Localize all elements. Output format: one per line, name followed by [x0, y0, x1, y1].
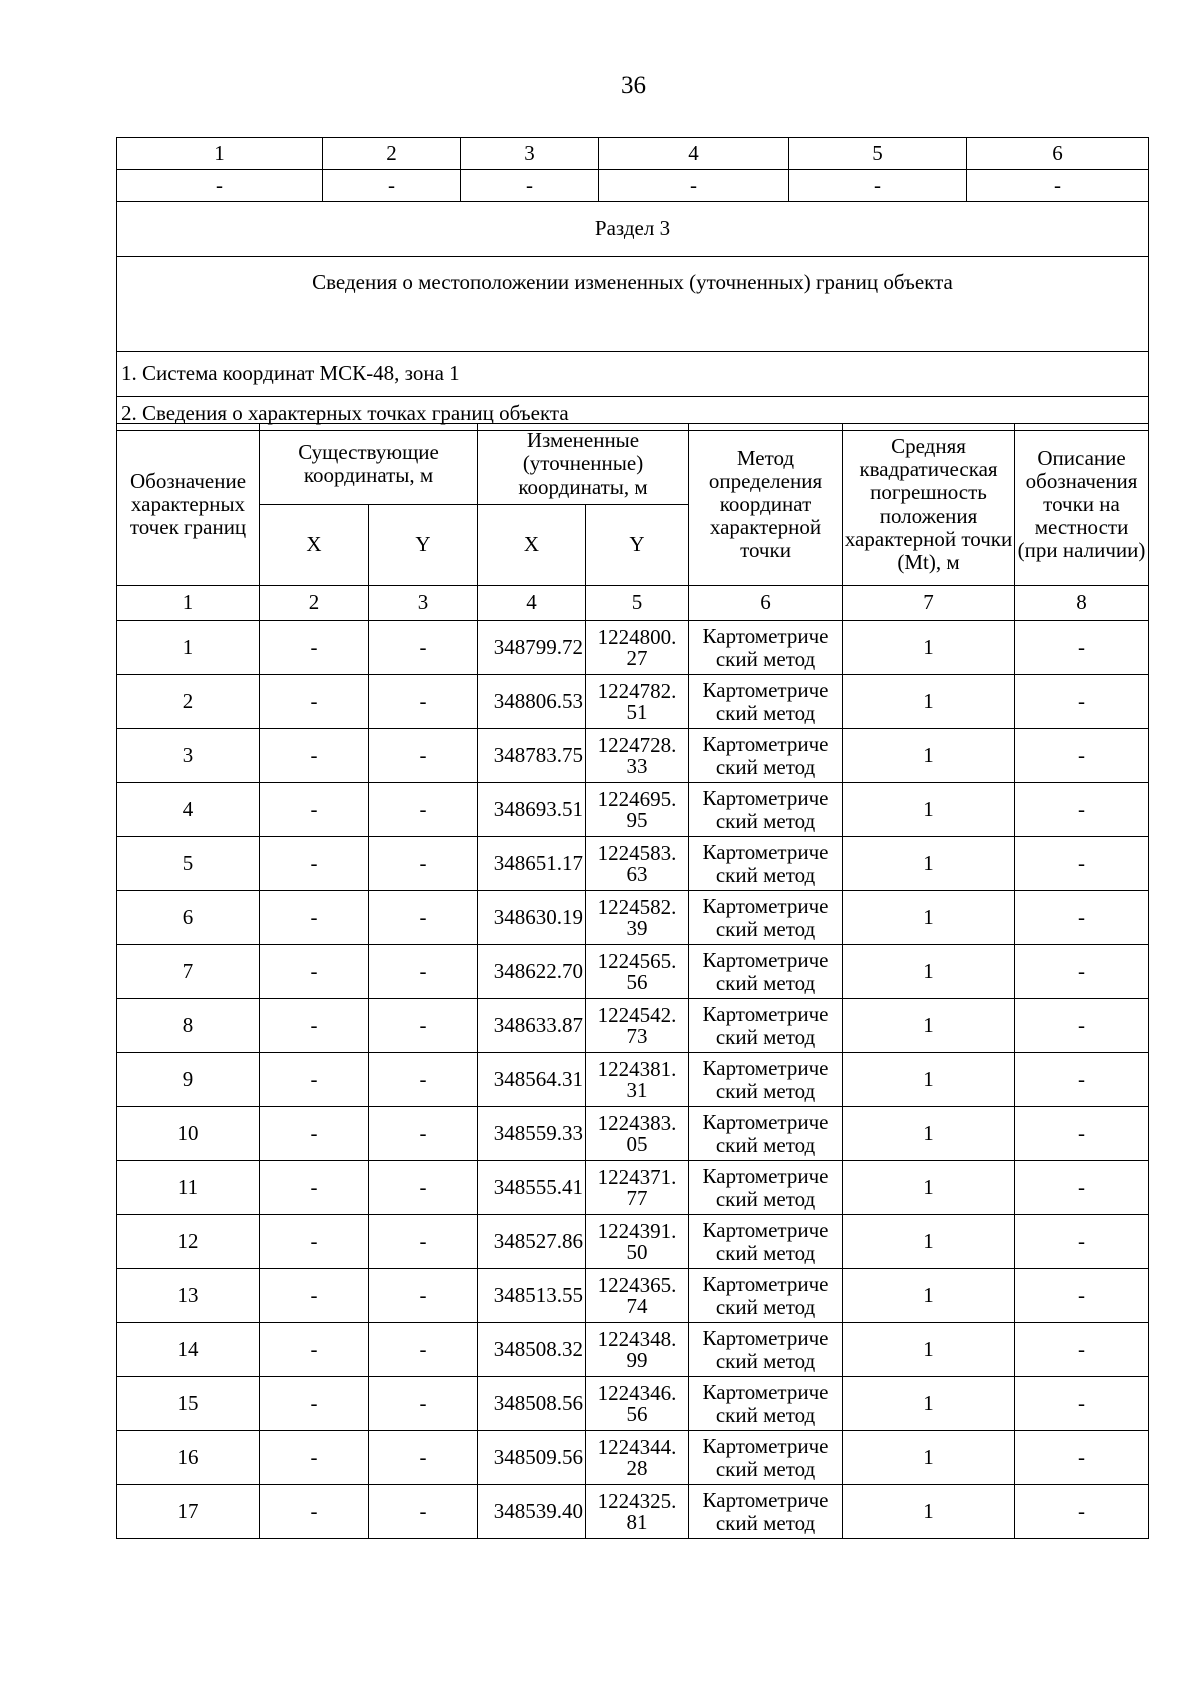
method-part: ский метод [715, 1240, 816, 1265]
table-row [117, 1431, 1149, 1485]
changed-y-part: 1224695. [597, 786, 677, 811]
method-cell [689, 999, 843, 1053]
error-cell: 1 [843, 1323, 1015, 1377]
point-number-cell: 6 [117, 891, 260, 945]
changed-y-cell [586, 837, 689, 891]
table-row [117, 783, 1149, 837]
existing-y-cell: - [369, 1161, 478, 1215]
changed-x-cell: 348539.40 [478, 1485, 586, 1539]
table-row [117, 1215, 1149, 1269]
changed-x-cell: 348508.32 [478, 1323, 586, 1377]
description-cell: - [1015, 1269, 1149, 1323]
point-number-cell: 3 [117, 729, 260, 783]
top-value-cell: - [967, 170, 1149, 202]
method-part: Картометриче [702, 786, 829, 811]
description-cell: - [1015, 1107, 1149, 1161]
column-number: 6 [689, 586, 843, 621]
page-number: 36 [621, 72, 646, 99]
method-part: ский метод [715, 1186, 816, 1211]
changed-y-part: 1224391. [597, 1218, 677, 1243]
description-cell: - [1015, 1161, 1149, 1215]
description-cell: - [1015, 945, 1149, 999]
method-cell [689, 837, 843, 891]
existing-x-cell: - [260, 945, 369, 999]
top-header-cell: 2 [323, 138, 461, 170]
changed-y-part: 63 [626, 861, 648, 886]
top-header-cell: 6 [967, 138, 1149, 170]
method-part: Картометриче [702, 624, 829, 649]
column-numbers-row [117, 586, 1149, 621]
existing-y-cell: - [369, 621, 478, 675]
existing-x-cell: - [260, 675, 369, 729]
table-row [117, 675, 1149, 729]
table-row [117, 621, 1149, 675]
method-cell [689, 945, 843, 999]
top-header-cell: 1 [117, 138, 323, 170]
method-cell [689, 621, 843, 675]
table-row [117, 1269, 1149, 1323]
header-existing-y: Y [369, 505, 478, 586]
changed-x-cell: 348555.41 [478, 1161, 586, 1215]
header-error: Средняя квадратическая погрешность положения характерной точки (Mt), м [843, 424, 1015, 586]
method-part: ский метод [715, 862, 816, 887]
changed-y-cell [586, 1053, 689, 1107]
changed-y-cell [586, 783, 689, 837]
description-cell: - [1015, 891, 1149, 945]
method-cell [689, 1431, 843, 1485]
error-cell: 1 [843, 999, 1015, 1053]
method-cell [689, 891, 843, 945]
error-cell: 1 [843, 621, 1015, 675]
method-cell [689, 675, 843, 729]
changed-y-cell [586, 1161, 689, 1215]
changed-x-cell: 348559.33 [478, 1107, 586, 1161]
changed-y-part: 1224800. [597, 624, 677, 649]
existing-x-cell: - [260, 1269, 369, 1323]
changed-y-part: 1224346. [597, 1380, 677, 1405]
changed-y-cell [586, 621, 689, 675]
section-title: Раздел 3 [117, 202, 1149, 257]
error-cell: 1 [843, 837, 1015, 891]
changed-x-cell: 348799.72 [478, 621, 586, 675]
changed-y-part: 50 [626, 1239, 648, 1264]
existing-x-cell: - [260, 1485, 369, 1539]
changed-y-part: 56 [626, 1401, 648, 1426]
point-number-cell: 12 [117, 1215, 260, 1269]
method-part: ский метод [715, 1294, 816, 1319]
table-row [117, 945, 1149, 999]
changed-y-cell [586, 891, 689, 945]
changed-x-cell: 348806.53 [478, 675, 586, 729]
existing-y-cell: - [369, 1215, 478, 1269]
existing-y-cell: - [369, 891, 478, 945]
method-cell [689, 783, 843, 837]
table-body [117, 621, 1149, 1539]
changed-y-part: 05 [626, 1131, 648, 1156]
top-value-cell: - [323, 170, 461, 202]
changed-y-part: 1224381. [597, 1056, 677, 1081]
changed-y-part: 95 [626, 807, 648, 832]
existing-x-cell: - [260, 999, 369, 1053]
changed-x-cell: 348633.87 [478, 999, 586, 1053]
point-number-cell: 4 [117, 783, 260, 837]
existing-y-cell: - [369, 1269, 478, 1323]
changed-y-part: 77 [626, 1185, 648, 1210]
existing-x-cell: - [260, 729, 369, 783]
method-part: ский метод [715, 1024, 816, 1049]
changed-y-part: 73 [626, 1023, 648, 1048]
method-part: ский метод [715, 1078, 816, 1103]
method-part: ский метод [715, 646, 816, 671]
description-cell: - [1015, 1215, 1149, 1269]
header-changed-coords: Измененные (уточненные) координаты, м [478, 424, 689, 505]
method-cell [689, 1107, 843, 1161]
method-cell [689, 1377, 843, 1431]
existing-y-cell: - [369, 837, 478, 891]
method-part: Картометриче [702, 1218, 829, 1243]
existing-x-cell: - [260, 837, 369, 891]
error-cell: 1 [843, 675, 1015, 729]
changed-x-cell: 348527.86 [478, 1215, 586, 1269]
changed-y-part: 1224365. [597, 1272, 677, 1297]
existing-y-cell: - [369, 945, 478, 999]
changed-y-part: 39 [626, 915, 648, 940]
error-cell: 1 [843, 1485, 1015, 1539]
table-row [117, 1107, 1149, 1161]
header-existing-x: X [260, 505, 369, 586]
header-changed-x: X [478, 505, 586, 586]
description-cell: - [1015, 1053, 1149, 1107]
changed-y-part: 51 [626, 699, 648, 724]
existing-y-cell: - [369, 729, 478, 783]
existing-y-cell: - [369, 1431, 478, 1485]
column-number: 8 [1015, 586, 1149, 621]
method-cell [689, 1161, 843, 1215]
changed-x-cell: 348509.56 [478, 1431, 586, 1485]
changed-y-part: 27 [626, 645, 648, 670]
description-cell: - [1015, 783, 1149, 837]
header-description: Описание обозначения точки на местности (при наличии) [1015, 424, 1149, 586]
method-cell [689, 729, 843, 783]
table-row [117, 891, 1149, 945]
method-part: ский метод [715, 1132, 816, 1157]
boundary-points-table [116, 423, 1149, 1539]
description-cell: - [1015, 1377, 1149, 1431]
method-cell [689, 1053, 843, 1107]
existing-x-cell: - [260, 621, 369, 675]
point-number-cell: 9 [117, 1053, 260, 1107]
method-part: Картометриче [702, 1488, 829, 1513]
error-cell: 1 [843, 783, 1015, 837]
table-row [117, 837, 1149, 891]
header-designation: Обозначение характерных точек границ [117, 424, 260, 586]
column-number: 3 [369, 586, 478, 621]
changed-y-cell [586, 1215, 689, 1269]
error-cell: 1 [843, 1053, 1015, 1107]
method-part: Картометриче [702, 1272, 829, 1297]
changed-x-cell: 348508.56 [478, 1377, 586, 1431]
changed-y-part: 81 [626, 1509, 648, 1534]
changed-y-part: 1224782. [597, 678, 677, 703]
error-cell: 1 [843, 1269, 1015, 1323]
method-part: ский метод [715, 1348, 816, 1373]
existing-x-cell: - [260, 1053, 369, 1107]
table-row [117, 1323, 1149, 1377]
changed-y-part: 56 [626, 969, 648, 994]
table-row [117, 1377, 1149, 1431]
existing-x-cell: - [260, 1107, 369, 1161]
method-part: Картометриче [702, 948, 829, 973]
changed-y-cell [586, 945, 689, 999]
table-row [117, 1485, 1149, 1539]
changed-y-cell [586, 729, 689, 783]
method-part: ский метод [715, 700, 816, 725]
top-header-cell: 3 [461, 138, 599, 170]
column-number: 5 [586, 586, 689, 621]
changed-y-part: 1224582. [597, 894, 677, 919]
method-cell [689, 1485, 843, 1539]
existing-x-cell: - [260, 1431, 369, 1485]
method-part: Картометриче [702, 1380, 829, 1405]
column-number: 7 [843, 586, 1015, 621]
header-existing-coords: Существующие координаты, м [260, 424, 478, 505]
method-cell [689, 1215, 843, 1269]
method-part: ский метод [715, 1456, 816, 1481]
section-subtitle: Сведения о местоположении измененных (уточненных) границ объекта [117, 257, 1149, 352]
method-part: ский метод [715, 1510, 816, 1535]
error-cell: 1 [843, 891, 1015, 945]
changed-y-part: 1224371. [597, 1164, 677, 1189]
method-part: Картометриче [702, 678, 829, 703]
method-cell [689, 1323, 843, 1377]
method-part: ский метод [715, 970, 816, 995]
method-part: Картометриче [702, 1434, 829, 1459]
table-row [117, 1053, 1149, 1107]
top-values-row [117, 170, 1149, 202]
error-cell: 1 [843, 1215, 1015, 1269]
header-changed-y: Y [586, 505, 689, 586]
existing-x-cell: - [260, 1215, 369, 1269]
changed-y-part: 28 [626, 1455, 648, 1480]
column-number: 2 [260, 586, 369, 621]
changed-y-cell [586, 1431, 689, 1485]
point-number-cell: 13 [117, 1269, 260, 1323]
top-header-cell: 5 [789, 138, 967, 170]
existing-x-cell: - [260, 891, 369, 945]
existing-y-cell: - [369, 783, 478, 837]
existing-y-cell: - [369, 1485, 478, 1539]
existing-y-cell: - [369, 999, 478, 1053]
changed-y-part: 1224383. [597, 1110, 677, 1135]
error-cell: 1 [843, 945, 1015, 999]
point-number-cell: 14 [117, 1323, 260, 1377]
changed-y-part: 74 [626, 1293, 648, 1318]
existing-y-cell: - [369, 1053, 478, 1107]
description-cell: - [1015, 729, 1149, 783]
description-cell: - [1015, 1485, 1149, 1539]
changed-y-cell [586, 1485, 689, 1539]
existing-y-cell: - [369, 1377, 478, 1431]
method-part: ский метод [715, 1402, 816, 1427]
method-part: ский метод [715, 808, 816, 833]
changed-y-part: 1224728. [597, 732, 677, 757]
description-cell: - [1015, 837, 1149, 891]
point-number-cell: 17 [117, 1485, 260, 1539]
column-number: 4 [478, 586, 586, 621]
point-number-cell: 2 [117, 675, 260, 729]
existing-y-cell: - [369, 1323, 478, 1377]
header-row-1 [117, 424, 1149, 505]
changed-y-part: 1224583. [597, 840, 677, 865]
method-part: Картометриче [702, 732, 829, 757]
changed-x-cell: 348564.31 [478, 1053, 586, 1107]
changed-y-cell [586, 1323, 689, 1377]
points-title: 2. Сведения о характерных точках границ объекта [117, 397, 1149, 431]
method-cell [689, 1269, 843, 1323]
method-part: Картометриче [702, 1002, 829, 1027]
changed-x-cell: 348783.75 [478, 729, 586, 783]
description-cell: - [1015, 999, 1149, 1053]
method-part: Картометриче [702, 894, 829, 919]
top-header-row [117, 138, 1149, 170]
top-header-cell: 4 [599, 138, 789, 170]
point-number-cell: 7 [117, 945, 260, 999]
changed-y-cell [586, 1269, 689, 1323]
existing-x-cell: - [260, 1323, 369, 1377]
changed-y-cell [586, 675, 689, 729]
description-cell: - [1015, 621, 1149, 675]
changed-y-cell [586, 1107, 689, 1161]
changed-x-cell: 348513.55 [478, 1269, 586, 1323]
existing-y-cell: - [369, 675, 478, 729]
changed-y-part: 1224542. [597, 1002, 677, 1027]
point-number-cell: 11 [117, 1161, 260, 1215]
method-part: Картометриче [702, 1056, 829, 1081]
existing-x-cell: - [260, 1377, 369, 1431]
changed-y-part: 33 [626, 753, 648, 778]
table-row [117, 729, 1149, 783]
changed-x-cell: 348651.17 [478, 837, 586, 891]
description-cell: - [1015, 1431, 1149, 1485]
coordinate-system: 1. Система координат МСК-48, зона 1 [117, 352, 1149, 397]
method-part: ский метод [715, 916, 816, 941]
error-cell: 1 [843, 1161, 1015, 1215]
point-number-cell: 16 [117, 1431, 260, 1485]
changed-x-cell: 348693.51 [478, 783, 586, 837]
point-number-cell: 1 [117, 621, 260, 675]
table-row [117, 999, 1149, 1053]
point-number-cell: 8 [117, 999, 260, 1053]
point-number-cell: 15 [117, 1377, 260, 1431]
changed-y-part: 1224565. [597, 948, 677, 973]
changed-y-part: 1224348. [597, 1326, 677, 1351]
method-part: ский метод [715, 754, 816, 779]
section-header-table [116, 137, 1149, 431]
description-cell: - [1015, 675, 1149, 729]
existing-x-cell: - [260, 783, 369, 837]
error-cell: 1 [843, 1431, 1015, 1485]
changed-y-part: 1224325. [597, 1488, 677, 1513]
changed-y-cell [586, 999, 689, 1053]
error-cell: 1 [843, 1107, 1015, 1161]
method-part: Картометриче [702, 1110, 829, 1135]
changed-y-part: 31 [626, 1077, 648, 1102]
top-value-cell: - [789, 170, 967, 202]
existing-x-cell: - [260, 1161, 369, 1215]
top-value-cell: - [461, 170, 599, 202]
method-part: Картометриче [702, 1326, 829, 1351]
changed-x-cell: 348622.70 [478, 945, 586, 999]
method-part: Картометриче [702, 1164, 829, 1189]
changed-x-cell: 348630.19 [478, 891, 586, 945]
description-cell: - [1015, 1323, 1149, 1377]
changed-y-part: 1224344. [597, 1434, 677, 1459]
error-cell: 1 [843, 1377, 1015, 1431]
header-method: Метод определения координат характерной точки [689, 424, 843, 586]
column-number: 1 [117, 586, 260, 621]
table-row [117, 1161, 1149, 1215]
method-part: Картометриче [702, 840, 829, 865]
changed-y-cell [586, 1377, 689, 1431]
point-number-cell: 5 [117, 837, 260, 891]
top-value-cell: - [117, 170, 323, 202]
error-cell: 1 [843, 729, 1015, 783]
point-number-cell: 10 [117, 1107, 260, 1161]
top-value-cell: - [599, 170, 789, 202]
changed-y-part: 99 [626, 1347, 648, 1372]
existing-y-cell: - [369, 1107, 478, 1161]
